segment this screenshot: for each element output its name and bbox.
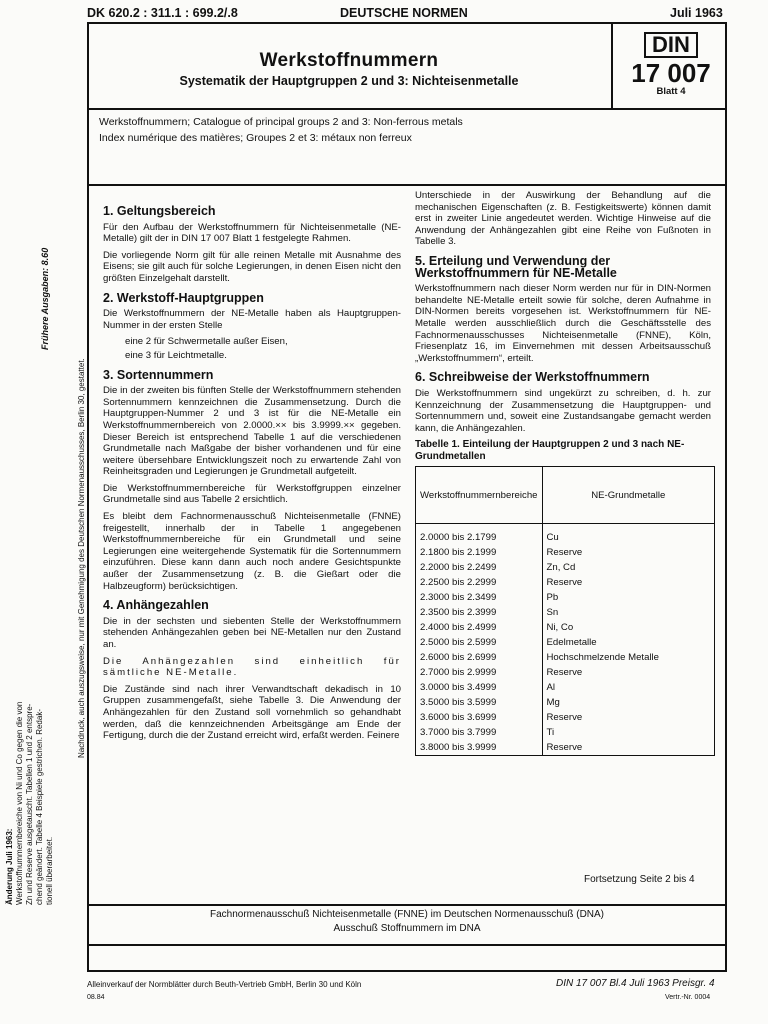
- table-row: [416, 725, 715, 740]
- table-row: [416, 740, 715, 756]
- paragraph: Die in der zweiten bis fünften Stelle der Werkstoffnummern stehenden Sortennummern kennzeichnen die Zusammensetzung. Durch die Hauptgruppen-Nummer 2 und 3 ist für die NE-Metalle ein Werkstoffnummernbereich von 2.0000.×× bis 3.9999.×× gegeben. Dieser Bereich ist entsprechend Tabelle 1 auf die verschiedenen Grundmetalle nach Maßgabe der bisher vorhandenen und für eine weitere übersehbare Entwicklungszeit noch zu erwartende Zahl von Reinheitsgraden und Legierungen je Grundmetall aufgeteilt.: [103, 385, 401, 478]
- sheet-number: Blatt 4: [656, 86, 686, 97]
- divider: [89, 944, 725, 946]
- paragraph: Unterschiede in der Auswirkung der Behandlung auf die mechanischen Eigenschaften (z. B. Festigkeitswerte) können damit erst in zweiter Linie angedeutet werden. Wichtige Hinweise auf die Anwendung der Anhängezahlen gibt eine Reihe von Fußnoten in Tabelle 3.: [415, 190, 711, 248]
- table-caption: Tabelle 1. Einteilung der Hauptgruppen 2 und 3 nach NE-Grundmetallen: [415, 439, 685, 462]
- footer-document-ref: DIN 17 007 Bl.4 Juli 1963 Preisgr. 4: [556, 978, 715, 989]
- change-note-line: tionell überarbeitet.: [45, 836, 54, 905]
- section-heading: 4. Anhängezahlen: [103, 598, 209, 613]
- change-note-line: chend geändert. Tabelle 4 Beispiele gestrichen. Redak-: [35, 709, 44, 905]
- table-row: [416, 710, 715, 725]
- section-heading: 3. Sortennummern: [103, 367, 214, 382]
- change-note-line: Zn und Reserve ausgetauscht. Tabellen 1 und 2 entspre-: [25, 703, 34, 905]
- change-note-title: Änderung Juli 1963:: [5, 828, 14, 905]
- table-row: [416, 695, 715, 710]
- metal-cell: Al: [542, 680, 715, 695]
- range-cell: 3.6000 bis 3.6999: [416, 710, 543, 725]
- series-title: DEUTSCHE NORMEN: [340, 6, 468, 20]
- table-row: [416, 650, 715, 665]
- continuation-note: Fortsetzung Seite 2 bis 4: [584, 874, 695, 885]
- table-row: [416, 575, 715, 590]
- din-number-box: [619, 32, 723, 97]
- range-cell: 2.7000 bis 2.9999: [416, 665, 543, 680]
- range-cell: 2.0000 bis 2.1799: [416, 524, 543, 546]
- table-row: [416, 590, 715, 605]
- list-item: eine 2 für Schwermetalle außer Eisen,: [125, 336, 288, 348]
- divider: [611, 24, 613, 108]
- footer-code: 08.84: [87, 994, 105, 1001]
- earlier-editions-note: Frühere Ausgaben: 8.60: [40, 247, 50, 350]
- metal-cell: Hochschmelzende Metalle: [542, 650, 715, 665]
- divider: [89, 184, 725, 186]
- table-row: [416, 620, 715, 635]
- table-row: [416, 560, 715, 575]
- document-title: Werkstoffnummern: [259, 50, 439, 71]
- metal-cell: Zn, Cd: [542, 560, 715, 575]
- translation-french: Index numérique des matières; Groupes 2 et 3: métaux non ferreux: [99, 132, 412, 144]
- table-row: [416, 605, 715, 620]
- column-header: Werkstoffnummernbereiche: [416, 467, 543, 524]
- translation-english: Werkstoffnummern; Catalogue of principal groups 2 and 3: Non-ferrous metals: [99, 116, 463, 128]
- metal-cell: Mg: [542, 695, 715, 710]
- right-column: [415, 190, 711, 756]
- divider: [89, 108, 725, 110]
- section-heading: 5. Erteilung und Verwendung der Werkstoffnummern für NE-Metalle: [415, 253, 617, 280]
- section-heading: 2. Werkstoff-Hauptgruppen: [103, 290, 264, 305]
- table-row: [416, 665, 715, 680]
- table-row: [416, 635, 715, 650]
- metal-cell: Reserve: [542, 545, 715, 560]
- range-cell: 3.8000 bis 3.9999: [416, 740, 543, 756]
- footer-distribution-number: Vertr.-Nr. 0004: [665, 994, 711, 1001]
- paragraph: Für den Aufbau der Werkstoffnummern für Nichteisenmetalle (NE-Metalle) gilt der in DIN 17 007 Blatt 1 festgelegte Rahmen.: [103, 221, 401, 245]
- paragraph: Die Zustände sind nach ihrer Verwandtschaft dekadisch in 10 Gruppen zusammengefaßt, siehe Tabelle 3. Die Anwendung der Anhängezahlen für den Zustand soll vornehmlich so gehandhabt werden, daß die kennzeichnenden Arbeitsgänge am Ende der Fertigung, durch die der Zustand erreicht wird, erfaßt werden. Feinere: [103, 683, 401, 742]
- range-cell: 2.2000 bis 2.2499: [416, 560, 543, 575]
- list-item: eine 3 für Leichtmetalle.: [125, 349, 227, 361]
- range-cell: 2.4000 bis 2.4999: [416, 620, 543, 635]
- publisher-line: Ausschuß Stoffnummern im DNA: [333, 923, 481, 934]
- range-cell: 2.3000 bis 2.3499: [416, 590, 543, 605]
- table-row: [416, 524, 715, 546]
- divider: [89, 904, 725, 906]
- din-number: 17 007: [631, 58, 711, 88]
- document-frame: [87, 22, 727, 972]
- metal-cell: Ni, Co: [542, 620, 715, 635]
- range-cell: 3.7000 bis 3.7999: [416, 725, 543, 740]
- paragraph: Die in der sechsten und siebenten Stelle der Werkstoffnummern stehenden Anhängezahlen geben bei NE-Metallen nur den Zustand an.: [103, 615, 401, 650]
- paragraph: Werkstoffnummern nach dieser Norm werden nur für in DIN-Normen behandelte NE-Metalle erteilt sowie für solche, deren Aufnahme in DIN-Normen bereits vorgesehen ist. Werkstoffnummern für NE-Metalle werden ausschließlich durch die Geschäftsstelle des Fachnormenausschusses Nichteisenmetalle (FNNE), Köln, Friesenplatz 16, im Einvernehmen mit dessen Arbeitsausschuß „Werkstoffnummern“, erteilt.: [415, 283, 711, 364]
- range-cell: 3.0000 bis 3.4999: [416, 680, 543, 695]
- metal-cell: Reserve: [542, 710, 715, 725]
- section-heading: 6. Schreibweise der Werkstoffnummern: [415, 370, 650, 385]
- change-note: [5, 702, 55, 905]
- table-body: [416, 524, 715, 756]
- din-label: DIN: [644, 32, 698, 58]
- range-cell: 2.5000 bis 2.5999: [416, 635, 543, 650]
- paragraph: Die vorliegende Norm gilt für alle reinen Metalle mit Ausnahme des Eisens; sie gilt auch für solche Legierungen, in denen Eisen nicht den größten Einzelgehalt darstellt.: [103, 249, 401, 284]
- metal-cell: Reserve: [542, 665, 715, 680]
- change-note-line: Werkstoffnummernbereiche von Ni und Co gegen die von: [15, 701, 24, 905]
- paragraph: Die Werkstoffnummern der NE-Metalle haben als Hauptgruppen-Nummer in der ersten Stelle: [103, 308, 401, 331]
- metal-cell: Ti: [542, 725, 715, 740]
- footer-sales-note: Alleinverkauf der Normblätter durch Beuth-Vertrieb GmbH, Berlin 30 und Köln: [87, 980, 362, 989]
- column-header: NE-Grundmetalle: [542, 467, 715, 524]
- metal-cell: Reserve: [542, 740, 715, 756]
- paragraph: Die Anhängezahlen sind einheitlich für sämtliche NE-Metalle.: [103, 655, 401, 679]
- section-heading: 1. Geltungsbereich: [103, 204, 216, 218]
- metal-cell: Cu: [542, 524, 715, 546]
- issue-date: Juli 1963: [670, 6, 723, 20]
- metal-cell: Sn: [542, 605, 715, 620]
- paragraph: Es bleibt dem Fachnormenausschuß Nichteisenmetalle (FNNE) freigestellt, innerhalb der in Tabelle 1 angegebenen Werkstoffnummernbereiche für ein Grundmetall und seine Legierungen eine weitergehende Systematik für die Sortennummern einzuführen. Diese kann dann auch noch andere Gesichtspunkte außer der Zusammensetzung (z. B. die Gießart oder die Halbzeugform) berücksichtigen.: [103, 511, 401, 592]
- metal-cell: Reserve: [542, 575, 715, 590]
- dk-classification: DK 620.2 : 311.1 : 699.2/.8: [87, 6, 238, 20]
- range-cell: 2.2500 bis 2.2999: [416, 575, 543, 590]
- paragraph: Die Werkstoffnummern sind ungekürzt zu schreiben, d. h. zur Kennzeichnung der Zusammensetzung die Hauptgruppen- und Sortennummern und, soweit eine Zustandsangabe gemacht werden kann, die Anhängezahlen.: [415, 387, 711, 434]
- document-subtitle: Systematik der Hauptgruppen 2 und 3: Nichteisenmetalle: [179, 74, 519, 88]
- publisher-block: [89, 908, 725, 936]
- table-main-groups: [415, 466, 715, 756]
- range-cell: 2.6000 bis 2.6999: [416, 650, 543, 665]
- range-cell: 3.5000 bis 3.5999: [416, 695, 543, 710]
- left-column: [103, 198, 401, 747]
- range-cell: 2.1800 bis 2.1999: [416, 545, 543, 560]
- reprint-notice: Nachdruck, auch auszugsweise, nur mit Genehmigung des Deutschen Normenausschusses, Berlin 30, gestattet.: [77, 358, 86, 758]
- table-row: [416, 545, 715, 560]
- metal-cell: Pb: [542, 590, 715, 605]
- paragraph: Die Werkstoffnummernbereiche für Werkstoffgruppen einzelner Grundmetalle sind aus Tabelle 2 ersichtlich.: [103, 482, 401, 506]
- metal-cell: Edelmetalle: [542, 635, 715, 650]
- range-cell: 2.3500 bis 2.3999: [416, 605, 543, 620]
- table-row: [416, 680, 715, 695]
- publisher-line: Fachnormenausschuß Nichteisenmetalle (FNNE) im Deutschen Normenausschuß (DNA): [209, 909, 605, 920]
